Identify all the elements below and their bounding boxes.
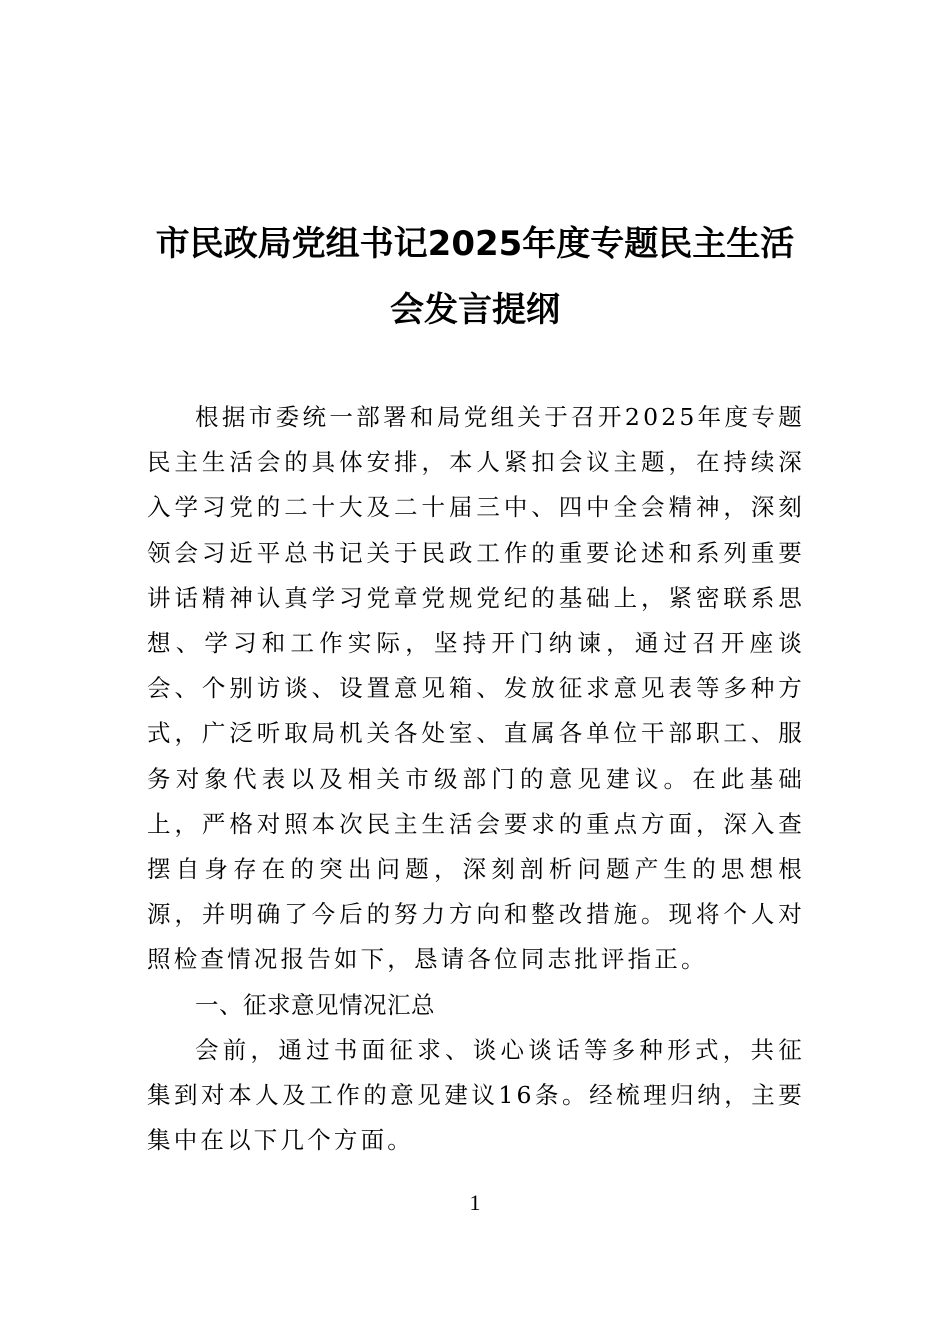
- intro-paragraph: 根据市委统一部署和局党组关于召开2025年度专题民主生活会的具体安排，本人紧扣会议主题，在持续深入学习党的二十大及二十届三中、四中全会精神，深刻领会习近平总书记关于民政工作的重要论述和系列重要讲话精神认真学习党章党规党纪的基础上，紧密联系思想、学习和工作实际，坚持开门纳谏，通过召开座谈会、个别访谈、设置意见箱、发放征求意见表等多种方式，广泛听取局机关各处室、直属各单位干部职工、服务对象代表以及相关市级部门的意见建议。在此基础上，严格对照本次民主生活会要求的重点方面，深入查摆自身存在的突出问题，深刻剖析问题产生的思想根源，并明确了今后的努力方向和整改措施。现将个人对照检查情况报告如下，恳请各位同志批评指正。: [147, 403, 805, 974]
- section-1-paragraph: 会前，通过书面征求、谈心谈话等多种形式，共征集到对本人及工作的意见建议16条。经梳理归纳，主要集中在以下几个方面。: [147, 1035, 805, 1155]
- page-number: 1: [469, 1190, 481, 1215]
- document-body: [147, 395, 805, 1163]
- document-title: [120, 211, 830, 343]
- document-title-line-1: 市民政局党组书记2025年度专题民主生活: [155, 223, 795, 264]
- document-title-line-2: 会发言提纲: [390, 289, 560, 330]
- section-heading-1: 一、征求意见情况汇总: [195, 990, 435, 1019]
